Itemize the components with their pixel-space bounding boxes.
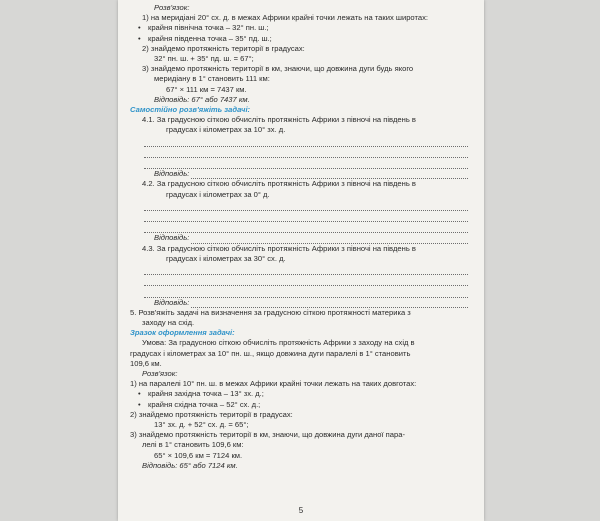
solution-calc: 67° × 111 км = 7437 км. (166, 84, 247, 94)
task-4-3-cont: градусах і кілометрах за 30° сх. д. (166, 253, 286, 263)
task-4-2-cont: градусах і кілометрах за 0° д. (166, 189, 270, 199)
solution-step-cont: меридіану в 1° становить 111 км: (154, 74, 270, 84)
answer-line[interactable] (144, 200, 468, 211)
solution-calc: 65° × 109,6 км = 7124 км. (154, 450, 243, 460)
workbook-page (118, 0, 484, 521)
page-content (130, 3, 478, 471)
solution-step: 1) на меридіані 20° сх. д. в межах Африки крайні точки лежать на таких широтах: (142, 13, 429, 23)
page-number: 5 (298, 506, 304, 515)
solution-answer: Відповідь: 65° або 7124 км. (142, 460, 238, 470)
answer-line[interactable] (144, 136, 468, 147)
task-5: 5. Розв'яжіть задачі на визначення за градусною сіткою протяжності материка з (130, 307, 411, 317)
answer-label: Відповідь: (154, 169, 190, 179)
solution-step: 1) на паралелі 10° пн. ш. в межах Африки крайні точки лежать на таких довготах: (130, 379, 417, 389)
answer-line[interactable] (144, 222, 468, 233)
answer-line[interactable] (144, 147, 468, 158)
solution-bullet: • крайня південна точка – 35° пд. ш.; (130, 34, 478, 44)
condition-text: градусах і кілометрах за 10° пн. ш., якщо довжина дуги паралелі в 1° становить (130, 348, 411, 358)
answer-line[interactable] (144, 264, 468, 275)
task-5-cont: заходу на схід. (142, 317, 195, 327)
answer-line[interactable] (144, 158, 468, 169)
answer-line[interactable] (144, 211, 468, 222)
task-4-3: 4.3. За градусною сіткою обчисліть протяжність Африки з півночі на південь в (142, 243, 416, 253)
answer-line[interactable] (144, 286, 468, 297)
task-4-2: 4.2. За градусною сіткою обчисліть протяжність Африки з півночі на південь в (142, 179, 416, 189)
solution-heading: Розв'язок: (142, 368, 178, 378)
task-4-1: 4.1. За градусною сіткою обчисліть протяжність Африки з півночі на південь в (142, 115, 416, 125)
solution-bullet: • крайня західна точка – 13° зх. д.; (130, 389, 478, 399)
answer-line[interactable] (144, 275, 468, 286)
condition-text: 109,6 км. (130, 358, 162, 368)
task-4-1-cont: градусах і кілометрах за 10° зх. д. (166, 125, 286, 135)
solution-heading: Розв'язок: (154, 3, 190, 12)
solution-step: 2) знайдемо протяжність території в градусах: (130, 409, 293, 419)
solution-calc: 32° пн. ш. + 35° пд. ш. = 67°; (154, 54, 254, 64)
answer-field[interactable] (191, 170, 468, 179)
self-solve-heading: Самостійно розв'яжіть задачі: (130, 105, 251, 115)
answer-field[interactable] (191, 235, 468, 244)
solution-step: 2) знайдемо протяжність території в градусах: (142, 43, 305, 53)
answer-row[interactable] (130, 169, 478, 179)
solution-step: 3) знайдемо протяжність території в км, знаючи, що довжина дуги даної пара- (130, 430, 405, 440)
answer-row[interactable] (130, 298, 478, 308)
condition-text: Умова: За градусною сіткою обчисліть протяжність Африки з заходу на схід в (142, 338, 415, 348)
sample-heading: Зразок оформлення задачі: (130, 328, 235, 338)
answer-field[interactable] (191, 299, 468, 308)
solution-step-cont: лелі в 1° становить 109,6 км: (142, 440, 244, 450)
solution-calc: 13° зх. д. + 52° сх. д. = 65°; (154, 419, 249, 429)
answer-label: Відповідь: (154, 233, 190, 243)
answer-row[interactable] (130, 233, 478, 243)
solution-step: 3) знайдемо протяжність території в км, знаючи, що довжина дуги будь якого (142, 64, 414, 74)
solution-answer: Відповідь: 67° або 7437 км. (154, 94, 250, 104)
answer-label: Відповідь: (154, 297, 190, 307)
solution-bullet: • крайня північна точка – 32° пн. ш.; (130, 23, 478, 33)
solution-bullet: • крайня східна точка – 52° сх. д.; (130, 400, 478, 410)
